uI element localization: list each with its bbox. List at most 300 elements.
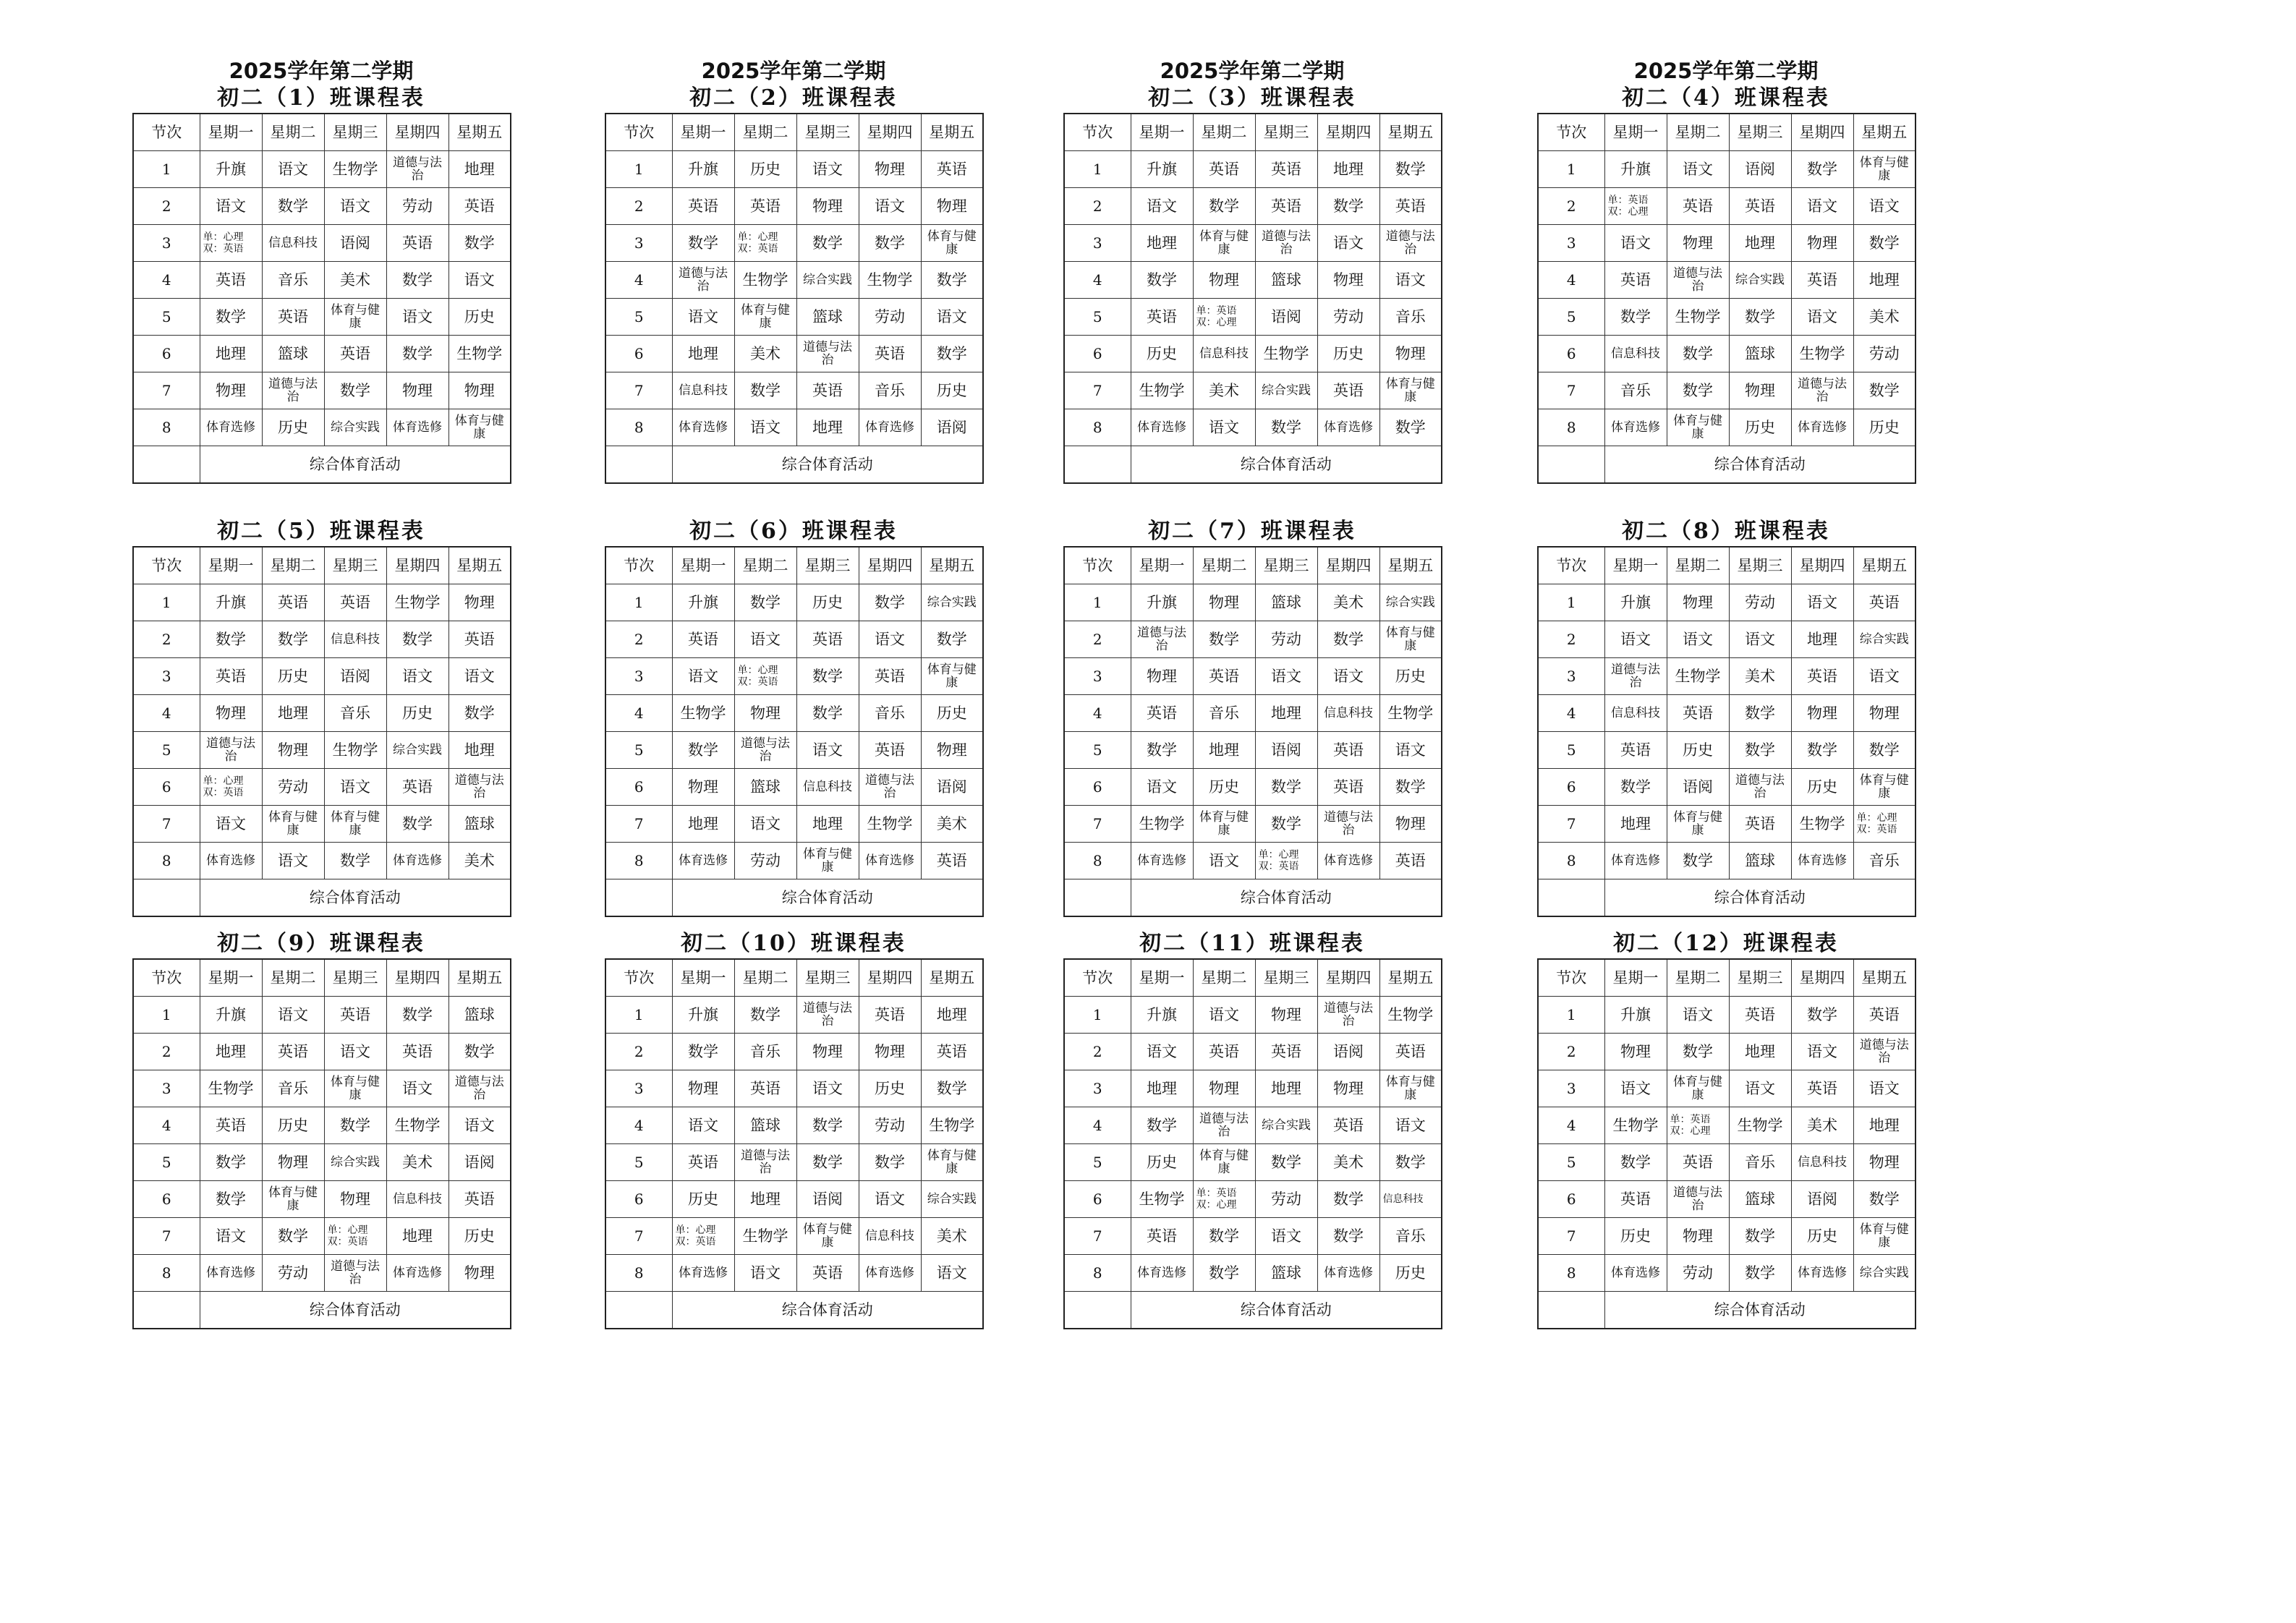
subject-cell: 历史	[921, 372, 983, 409]
subject-cell: 美术	[1853, 299, 1916, 336]
subject-cell: 信息科技	[324, 621, 386, 658]
weekday-header: 星期四	[386, 547, 448, 584]
subject-cell: 数学	[1667, 1034, 1729, 1070]
period-row	[1064, 695, 1442, 732]
subject-cell: 英语	[448, 188, 511, 225]
subject-cell: 物理	[1667, 584, 1729, 621]
semester-title: 2025学年第二学期	[1160, 59, 1345, 83]
subject-cell: 物理	[1853, 695, 1916, 732]
subject-cell: 地理	[1729, 225, 1791, 262]
schedule-table	[1063, 958, 1442, 1329]
subject-cell: 篮球	[796, 299, 859, 336]
subject-cell: 篮球	[1729, 843, 1791, 879]
period-row	[1064, 1107, 1442, 1144]
period-row	[133, 299, 511, 336]
subject-cell: 英语	[859, 658, 921, 695]
subject-cell: 语文	[921, 1255, 983, 1292]
subject-cell: 道德与法治	[1667, 262, 1729, 299]
subject-cell: 数学	[1317, 188, 1379, 225]
period-number: 4	[605, 695, 672, 732]
period-number: 8	[1064, 409, 1131, 446]
subject-cell: 数学	[1317, 621, 1379, 658]
subject-cell: 美术	[1317, 584, 1379, 621]
period-number: 4	[1064, 695, 1131, 732]
subject-cell: 升旗	[200, 151, 262, 188]
subject-cell: 数学	[1729, 695, 1791, 732]
subject-cell: 体育与健康	[1853, 151, 1916, 188]
subject-cell: 体育选修	[1604, 1255, 1667, 1292]
subject-cell: 语阅	[921, 409, 983, 446]
subject-cell: 英语	[262, 299, 324, 336]
subject-cell: 数学	[859, 584, 921, 621]
subject-cell: 生物学	[1604, 1107, 1667, 1144]
period-row	[605, 1181, 983, 1218]
subject-cell: 语文	[1853, 188, 1916, 225]
subject-cell: 数学	[324, 1107, 386, 1144]
weekday-header: 星期四	[859, 114, 921, 151]
subject-cell: 英语	[796, 372, 859, 409]
subject-cell: 数学	[859, 1144, 921, 1181]
subject-cell: 体育与健康	[1379, 372, 1442, 409]
subject-cell: 英语	[324, 584, 386, 621]
subject-cell: 体育选修	[672, 843, 734, 879]
subject-cell: 劳动	[1255, 621, 1317, 658]
subject-cell: 生物学	[1379, 997, 1442, 1034]
period-row	[1064, 621, 1442, 658]
period-number: 7	[1064, 372, 1131, 409]
weekday-header: 星期二	[1193, 959, 1255, 997]
subject-cell: 语文	[1791, 1034, 1853, 1070]
period-number: 8	[1538, 1255, 1604, 1292]
period-number: 1	[1538, 584, 1604, 621]
subject-cell: 道德与法治	[734, 732, 796, 769]
subject-cell: 语阅	[324, 658, 386, 695]
period-header: 节次	[1538, 959, 1604, 997]
weekday-header: 星期四	[386, 114, 448, 151]
weekday-header: 星期三	[1255, 114, 1317, 151]
period-number: 8	[133, 1255, 200, 1292]
period-row	[1538, 769, 1916, 806]
period-number: 2	[133, 1034, 200, 1070]
period-row	[605, 188, 983, 225]
subject-cell: 数学	[262, 188, 324, 225]
subject-cell: 篮球	[448, 997, 511, 1034]
subject-cell: 物理	[1255, 997, 1317, 1034]
subject-cell: 生物学	[672, 695, 734, 732]
subject-cell: 道德与法治	[1729, 769, 1791, 806]
period-row	[133, 372, 511, 409]
weekday-header: 星期二	[262, 959, 324, 997]
subject-cell: 地理	[448, 151, 511, 188]
subject-cell: 体育与健康	[921, 225, 983, 262]
subject-cell: 体育选修	[386, 843, 448, 879]
subject-cell: 地理	[1791, 621, 1853, 658]
weekday-header: 星期三	[324, 547, 386, 584]
subject-cell: 体育与健康	[1667, 806, 1729, 843]
period-number: 8	[133, 843, 200, 879]
subject-cell: 音乐	[859, 372, 921, 409]
period-number: 1	[1538, 151, 1604, 188]
subject-cell: 体育与健康	[796, 843, 859, 879]
period-number: 1	[1064, 151, 1131, 188]
weekday-header: 星期五	[921, 547, 983, 584]
subject-cell: 劳动	[386, 188, 448, 225]
class-title: 初二（12）班课程表	[1613, 931, 1839, 956]
subject-cell: 数学	[921, 262, 983, 299]
period-row	[605, 1218, 983, 1255]
period-number: 2	[1064, 1034, 1131, 1070]
period-number: 6	[605, 336, 672, 372]
subject-cell: 地理	[796, 806, 859, 843]
subject-cell: 生物学	[1379, 695, 1442, 732]
subject-cell: 数学	[796, 1107, 859, 1144]
period-number: 5	[133, 1144, 200, 1181]
subject-cell: 数学	[734, 372, 796, 409]
subject-cell: 道德与法治	[200, 732, 262, 769]
subject-cell: 英语	[200, 262, 262, 299]
subject-cell: 体育选修	[672, 1255, 734, 1292]
period-number: 1	[133, 151, 200, 188]
period-row	[133, 1218, 511, 1255]
subject-cell: 语文	[859, 621, 921, 658]
period-row	[133, 1144, 511, 1181]
period-number: 2	[605, 621, 672, 658]
subject-cell: 体育与健康	[1379, 621, 1442, 658]
subject-cell: 数学	[200, 1181, 262, 1218]
subject-cell: 语文	[1667, 151, 1729, 188]
period-number: 3	[1064, 225, 1131, 262]
period-row	[1064, 806, 1442, 843]
schedule-table	[132, 958, 511, 1329]
activity-cell: 综合体育活动	[1604, 879, 1916, 917]
period-row	[1538, 584, 1916, 621]
subject-cell: 语阅	[1667, 769, 1729, 806]
subject-cell: 数学	[1193, 1218, 1255, 1255]
subject-cell: 数学	[1379, 1144, 1442, 1181]
period-row	[1064, 225, 1442, 262]
subject-cell: 道德与法治	[1667, 1181, 1729, 1218]
subject-cell: 数学	[448, 695, 511, 732]
period-number: 2	[1064, 621, 1131, 658]
subject-cell: 地理	[734, 1181, 796, 1218]
period-number: 2	[605, 1034, 672, 1070]
subject-cell: 体育选修	[1791, 409, 1853, 446]
subject-cell: 物理	[672, 1070, 734, 1107]
period-row	[1538, 262, 1916, 299]
header-row	[1064, 959, 1442, 997]
period-number: 5	[1538, 1144, 1604, 1181]
class-timetable	[1537, 58, 1915, 484]
subject-cell: 英语	[1604, 262, 1667, 299]
subject-cell: 数学	[1131, 1107, 1193, 1144]
subject-cell: 语文	[262, 151, 324, 188]
subject-cell: 数学	[386, 262, 448, 299]
subject-cell: 语文	[1193, 409, 1255, 446]
subject-cell: 音乐	[859, 695, 921, 732]
subject-cell: 数学	[734, 997, 796, 1034]
period-row	[605, 1034, 983, 1070]
class-timetable	[605, 58, 982, 484]
empty-cell	[1064, 1292, 1131, 1329]
header-row	[1538, 959, 1916, 997]
activity-row	[1538, 446, 1916, 484]
period-row	[1064, 299, 1442, 336]
subject-cell: 道德与法治	[672, 262, 734, 299]
period-row	[605, 151, 983, 188]
subject-cell: 数学	[1604, 1144, 1667, 1181]
subject-cell: 语文	[1791, 299, 1853, 336]
subject-cell: 篮球	[1255, 262, 1317, 299]
weekday-header: 星期一	[1131, 114, 1193, 151]
subject-cell: 篮球	[1255, 1255, 1317, 1292]
subject-cell: 英语	[859, 336, 921, 372]
subject-cell: 道德与法治	[324, 1255, 386, 1292]
weekday-header: 星期四	[1317, 959, 1379, 997]
subject-cell: 地理	[200, 1034, 262, 1070]
subject-cell: 语文	[1317, 225, 1379, 262]
subject-cell: 语阅	[1255, 299, 1317, 336]
subject-cell: 语文	[1193, 843, 1255, 879]
subject-cell: 英语	[1317, 732, 1379, 769]
subject-cell: 篮球	[262, 336, 324, 372]
schedule-table	[1537, 113, 1916, 484]
subject-cell: 美术	[1729, 658, 1791, 695]
subject-cell: 数学	[672, 1034, 734, 1070]
subject-cell: 历史	[448, 1218, 511, 1255]
subject-cell: 地理	[1131, 225, 1193, 262]
subject-cell: 信息科技	[672, 372, 734, 409]
class-title: 初二（1）班课程表	[217, 85, 425, 111]
period-number: 1	[605, 997, 672, 1034]
subject-cell: 历史	[262, 1107, 324, 1144]
subject-cell: 体育与健康	[1193, 806, 1255, 843]
subject-cell: 数学	[1729, 299, 1791, 336]
subject-cell: 英语	[1729, 997, 1791, 1034]
subject-cell: 体育选修	[672, 409, 734, 446]
subject-cell: 音乐	[1604, 372, 1667, 409]
empty-cell	[605, 446, 672, 484]
class-timetable	[605, 929, 982, 1329]
weekday-header: 星期三	[796, 959, 859, 997]
period-number: 3	[1064, 1070, 1131, 1107]
subject-cell: 英语	[672, 1144, 734, 1181]
subject-cell: 升旗	[1604, 584, 1667, 621]
period-number: 2	[1538, 188, 1604, 225]
weekday-header: 星期一	[200, 114, 262, 151]
subject-cell: 体育与健康	[921, 1144, 983, 1181]
class-timetable	[1063, 58, 1441, 484]
subject-cell: 地理	[921, 997, 983, 1034]
subject-cell: 数学	[1667, 843, 1729, 879]
subject-cell: 语文	[386, 1070, 448, 1107]
weekday-header: 星期四	[1791, 547, 1853, 584]
period-number: 5	[605, 1144, 672, 1181]
weekday-header: 星期二	[1193, 114, 1255, 151]
subject-cell: 英语	[1379, 843, 1442, 879]
subject-cell: 数学	[1193, 1255, 1255, 1292]
subject-cell: 英语	[1667, 695, 1729, 732]
subject-cell: 数学	[1604, 299, 1667, 336]
period-number: 3	[605, 225, 672, 262]
subject-cell: 语文	[448, 262, 511, 299]
class-timetable	[1537, 929, 1915, 1329]
subject-cell: 物理	[1667, 1218, 1729, 1255]
subject-cell: 英语	[324, 336, 386, 372]
subject-cell: 语文	[262, 843, 324, 879]
subject-cell: 英语	[1379, 188, 1442, 225]
period-row	[605, 769, 983, 806]
subject-cell: 语文	[734, 409, 796, 446]
header-row	[1538, 114, 1916, 151]
subject-cell: 劳动	[1667, 1255, 1729, 1292]
subject-cell: 美术	[1193, 372, 1255, 409]
subject-cell: 数学	[921, 621, 983, 658]
subject-cell: 体育选修	[1131, 1255, 1193, 1292]
period-number: 7	[1538, 372, 1604, 409]
semester-title: 2025学年第二学期	[1633, 59, 1819, 83]
weekday-header: 星期三	[324, 959, 386, 997]
subject-cell: 语文	[324, 769, 386, 806]
schedule-table	[1063, 546, 1442, 917]
period-row	[605, 1144, 983, 1181]
period-number: 6	[1064, 769, 1131, 806]
empty-cell	[1538, 1292, 1604, 1329]
subject-cell: 语文	[200, 188, 262, 225]
subject-cell: 语文	[1853, 658, 1916, 695]
period-row	[605, 843, 983, 879]
class-timetable	[132, 929, 510, 1329]
weekday-header: 星期四	[859, 547, 921, 584]
activity-row	[605, 879, 983, 917]
period-row	[1064, 584, 1442, 621]
subject-cell: 英语	[1255, 1034, 1317, 1070]
subject-cell: 生物学	[1131, 372, 1193, 409]
period-row	[1064, 1218, 1442, 1255]
subject-cell: 语文	[796, 1070, 859, 1107]
subject-cell: 数学	[1667, 372, 1729, 409]
subject-cell: 数学	[386, 997, 448, 1034]
subject-cell: 数学	[1853, 732, 1916, 769]
period-row	[1538, 843, 1916, 879]
period-number: 6	[133, 336, 200, 372]
period-row	[605, 997, 983, 1034]
period-number: 3	[1538, 658, 1604, 695]
subject-cell: 英语	[1667, 188, 1729, 225]
period-number: 6	[133, 769, 200, 806]
weekday-header: 星期一	[1131, 547, 1193, 584]
subject-cell: 生物学	[448, 336, 511, 372]
subject-cell: 语文	[672, 658, 734, 695]
subject-cell: 升旗	[200, 997, 262, 1034]
period-row	[605, 695, 983, 732]
subject-cell: 语文	[921, 299, 983, 336]
weekday-header: 星期一	[200, 547, 262, 584]
subject-cell: 数学	[448, 1034, 511, 1070]
period-number: 2	[133, 621, 200, 658]
header-row	[605, 959, 983, 997]
subject-cell: 英语	[448, 1181, 511, 1218]
period-number: 6	[1064, 1181, 1131, 1218]
subject-cell: 篮球	[1729, 1181, 1791, 1218]
subject-cell: 数学	[1317, 1218, 1379, 1255]
subject-cell: 英语	[672, 188, 734, 225]
subject-cell: 生物学	[859, 806, 921, 843]
period-row	[1064, 409, 1442, 446]
subject-cell: 语文	[386, 658, 448, 695]
subject-cell: 数学	[1131, 262, 1193, 299]
weekday-header: 星期二	[262, 114, 324, 151]
schedule-table	[605, 958, 984, 1329]
subject-cell: 数学	[672, 225, 734, 262]
subject-cell: 数学	[1667, 336, 1729, 372]
subject-cell: 地理	[672, 806, 734, 843]
subject-cell: 篮球	[1729, 336, 1791, 372]
subject-cell: 体育与健康	[1667, 409, 1729, 446]
subject-cell: 信息科技	[1317, 695, 1379, 732]
period-row	[605, 621, 983, 658]
subject-cell: 历史	[448, 299, 511, 336]
subject-cell: 物理	[1604, 1034, 1667, 1070]
subject-cell: 升旗	[672, 151, 734, 188]
subject-cell: 信息科技	[859, 1218, 921, 1255]
period-number: 5	[1064, 732, 1131, 769]
subject-cell: 体育与健康	[262, 806, 324, 843]
subject-cell: 音乐	[1193, 695, 1255, 732]
subject-cell: 篮球	[1255, 584, 1317, 621]
subject-cell: 数学	[1317, 1181, 1379, 1218]
period-row	[605, 732, 983, 769]
subject-cell: 音乐	[262, 1070, 324, 1107]
weekday-header: 星期五	[448, 547, 511, 584]
period-number: 2	[133, 188, 200, 225]
header-row	[133, 959, 511, 997]
subject-cell: 数学	[262, 1218, 324, 1255]
subject-cell: 数学	[796, 1144, 859, 1181]
period-number: 1	[1538, 997, 1604, 1034]
period-row	[1538, 372, 1916, 409]
period-row	[1064, 372, 1442, 409]
subject-cell: 体育与健康	[324, 806, 386, 843]
subject-cell: 物理	[386, 372, 448, 409]
subject-cell: 语文	[1131, 188, 1193, 225]
period-number: 7	[133, 372, 200, 409]
subject-cell: 历史	[1791, 769, 1853, 806]
subject-cell: 历史	[1379, 1255, 1442, 1292]
subject-cell: 数学	[1255, 409, 1317, 446]
subject-cell: 道德与法治	[386, 151, 448, 188]
period-row	[1538, 225, 1916, 262]
class-timetable	[605, 517, 982, 917]
subject-cell: 生物学	[386, 584, 448, 621]
subject-cell: 历史	[1131, 336, 1193, 372]
subject-cell: 道德与法治	[734, 1144, 796, 1181]
subject-cell: 物理	[1791, 225, 1853, 262]
weekday-header: 星期一	[1604, 959, 1667, 997]
subject-cell: 地理	[1317, 151, 1379, 188]
activity-cell: 综合体育活动	[200, 879, 511, 917]
subject-cell: 数学	[1255, 806, 1317, 843]
subject-cell: 物理	[1131, 658, 1193, 695]
class-timetable	[132, 58, 510, 484]
period-number: 7	[605, 1218, 672, 1255]
subject-cell: 英语	[921, 843, 983, 879]
subject-cell: 英语	[1317, 1107, 1379, 1144]
period-number: 4	[133, 262, 200, 299]
period-row	[133, 336, 511, 372]
period-number: 1	[605, 584, 672, 621]
weekday-header: 星期一	[672, 547, 734, 584]
subject-cell: 语文	[734, 806, 796, 843]
